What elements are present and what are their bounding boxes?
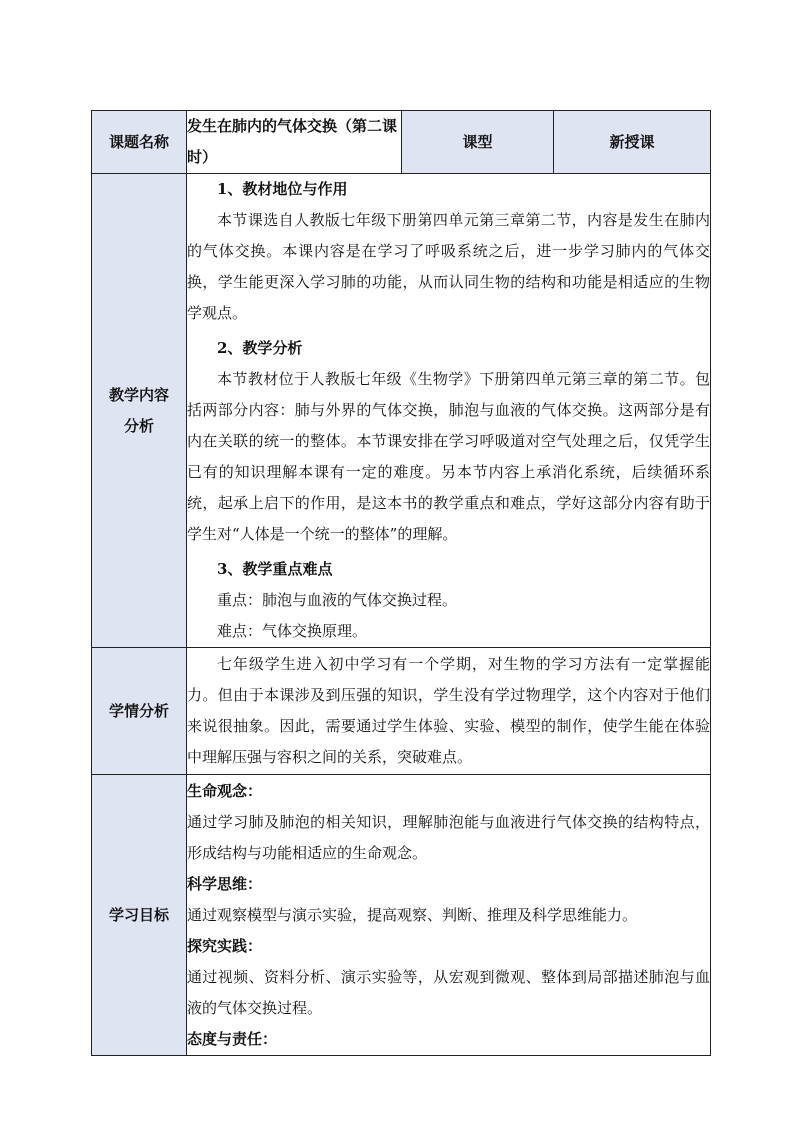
inquiry-practice-title: 探究实践：: [187, 936, 263, 955]
type-value: 新授课: [554, 111, 711, 174]
objectives-cell: [187, 775, 711, 1056]
inquiry-practice-text: 通过视频、资料分析、演示实验等，从宏观到微观、整体到局部描述肺泡与血液的气体交换过程。: [187, 967, 710, 1017]
lesson-plan-table: [91, 110, 711, 1056]
type-label: 课型: [402, 111, 554, 174]
attitude-responsibility-title: 态度与责任：: [187, 1029, 278, 1048]
life-concept-title: 生命观念：: [187, 781, 263, 800]
content-analysis-cell: [187, 174, 711, 648]
scientific-thinking-title: 科学思维：: [187, 874, 263, 893]
content-analysis-row: [92, 174, 711, 648]
content-analysis-label: 教学内容分析: [92, 174, 187, 648]
objectives-row: [92, 775, 711, 1056]
learner-analysis-cell: [187, 648, 711, 775]
learner-analysis-label: 学情分析: [92, 648, 187, 775]
key-point: 重点：肺泡与血液的气体交换过程。: [217, 591, 458, 609]
topic-label: 课题名称: [92, 111, 187, 174]
topic-value: 发生在肺内的气体交换（第二课时）: [187, 111, 402, 174]
difficulty: 难点：气体交换原理。: [217, 622, 368, 640]
objectives-label: 学习目标: [92, 775, 187, 1056]
learner-analysis-text: 七年级学生进入初中学习有一个学期，对生物的学习方法有一定掌握能力。但由于本课涉及到压强的知识，学生没有学过物理学，这个内容对于他们来说很抽象。因此，需要通过学生体验、实验、模型的制作，使学生能在体验中理解压强与容积之间的关系，突破难点。: [187, 655, 710, 766]
section-2-title: 2、教学分析: [217, 339, 303, 357]
life-concept-text: 通过学习肺及肺泡的相关知识，理解肺泡能与血液进行气体交换的结构特点，形成结构与功能相适应的生命观念。: [187, 812, 710, 862]
section-1-text: 本节课选自人教版七年级下册第四单元第三章第二节，内容是发生在肺内的气体交换。本课内容是在学习了呼吸系统之后，进一步学习肺内的气体交换，学生能更深入学习肺的功能，从而认同生物的结构和功能是相适应的生物学观点。: [187, 211, 710, 322]
scientific-thinking-text: 通过观察模型与演示实验，提高观察、判断、推理及科学思维能力。: [187, 905, 638, 924]
learner-analysis-row: [92, 648, 711, 775]
section-2-text: 本节教材位于人教版七年级《生物学》下册第四单元第三章的第二节。包括两部分内容：肺与外界的气体交换，肺泡与血液的气体交换。这两部分是有内在关联的统一的整体。本节课安排在学习呼吸道对空气处理之后，仅凭学生已有的知识理解本课有一定的难度。另本节内容上承消化系统，后续循环系统，起承上启下的作用，是这本书的教学重点和难点，学好这部分内容有助于学生对“人体是一个统一的整体”的理解。: [187, 370, 710, 543]
section-3-title: 3、教学重点难点: [217, 560, 333, 578]
section-1-title: 1、教材地位与作用: [217, 180, 348, 198]
header-row: [92, 111, 711, 174]
